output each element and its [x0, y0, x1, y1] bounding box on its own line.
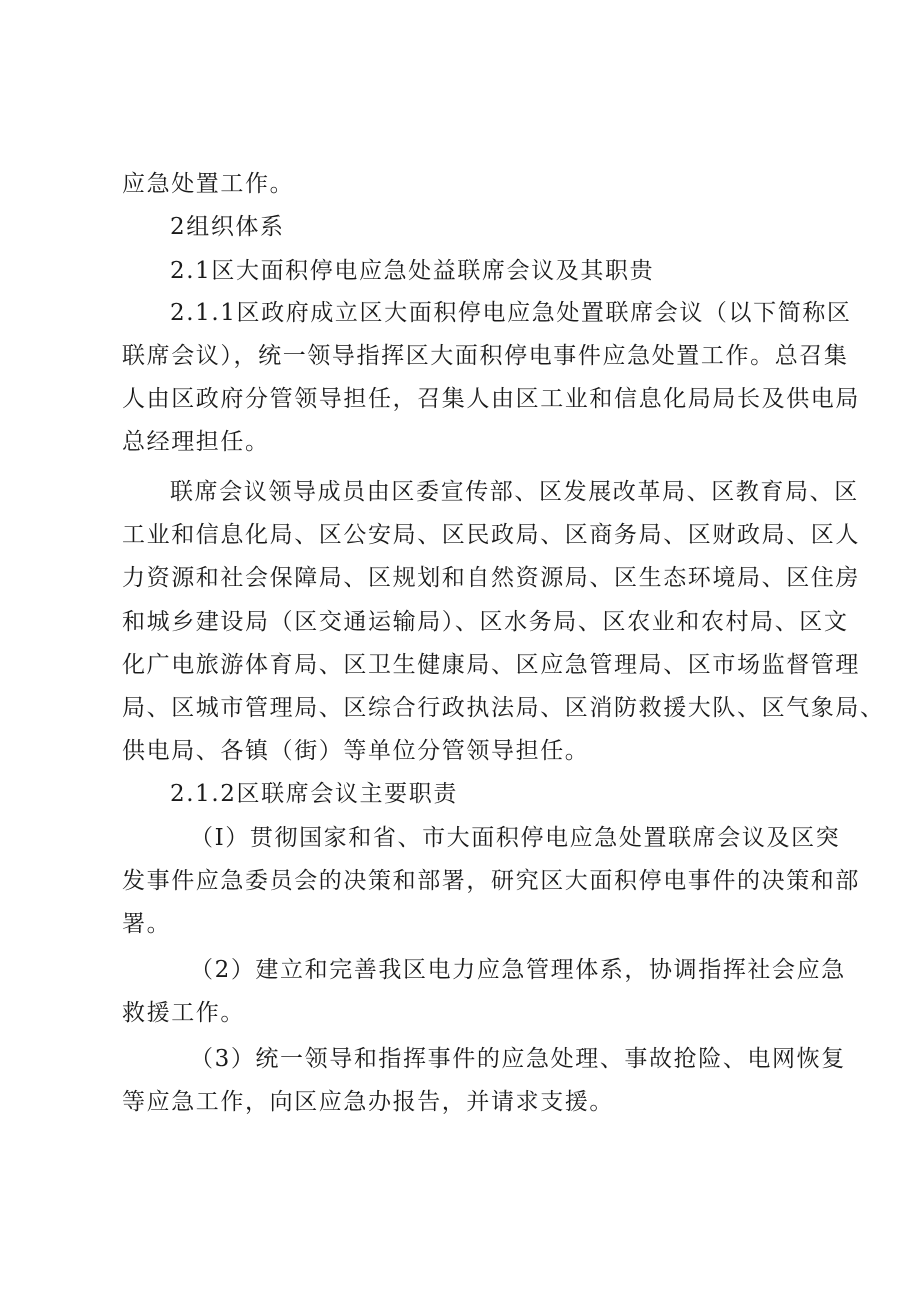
- section-heading-2: 2组织体系: [170, 214, 285, 240]
- paragraph-line: 总经理担任。: [122, 429, 270, 455]
- list-item-line: （3）统一领导和指挥事件的应急处理、事故抢险、电网恢复: [190, 1046, 846, 1072]
- list-item-line: 发事件应急委员会的决策和部署，研究区大面积停电事件的决策和部: [122, 868, 860, 894]
- paragraph-continuation: 应急处置工作。: [122, 171, 295, 197]
- list-item-line: （I）贯彻国家和省、市大面积停电应急处置联席会议及区突: [190, 825, 841, 851]
- paragraph-line: 联席会议领导成员由区委宣传部、区发展改革局、区教育局、区: [170, 479, 859, 505]
- paragraph-line: 人由区政府分管领导担任，召集人由区工业和信息化局局长及供电局: [122, 386, 860, 412]
- paragraph-line: 和城乡建设局（区交通运输局）、区水务局、区农业和农村局、区文: [122, 609, 849, 635]
- paragraph-line: 联席会议），统一领导指挥区大面积停电事件应急处置工作。总召集: [122, 343, 849, 369]
- list-item-line: （2）建立和完善我区电力应急管理体系，协调指挥社会应急: [190, 957, 846, 983]
- paragraph-line: 局、区城市管理局、区综合行政执法局、区消防救援大队、区气象局、: [122, 695, 885, 721]
- paragraph-line: 供电局、各镇（街）等单位分管领导担任。: [122, 738, 590, 764]
- list-item-line: 救援工作。: [122, 1000, 245, 1026]
- section-heading-2-1: 2.1区大面积停电应急处益联席会议及其职贵: [170, 258, 655, 284]
- paragraph-line: 工业和信息化局、区公安局、区民政局、区商务局、区财政局、区人: [122, 522, 860, 548]
- paragraph-line: 力资源和社会保障局、区规划和自然资源局、区生态环境局、区住房: [122, 565, 860, 591]
- paragraph-line: 化广电旅游体育局、区卫生健康局、区应急管理局、区市场监督管理: [122, 652, 860, 678]
- list-item-line: 署。: [122, 911, 172, 937]
- paragraph-line: 2.1.1区政府成立区大面积停电应急处置联席会议（以下简称区: [170, 300, 852, 326]
- list-item-line: 等应急工作，向区应急办报告，并请求支援。: [122, 1089, 614, 1115]
- section-heading-2-1-2: 2.1.2区联席会议主要职责: [170, 781, 458, 807]
